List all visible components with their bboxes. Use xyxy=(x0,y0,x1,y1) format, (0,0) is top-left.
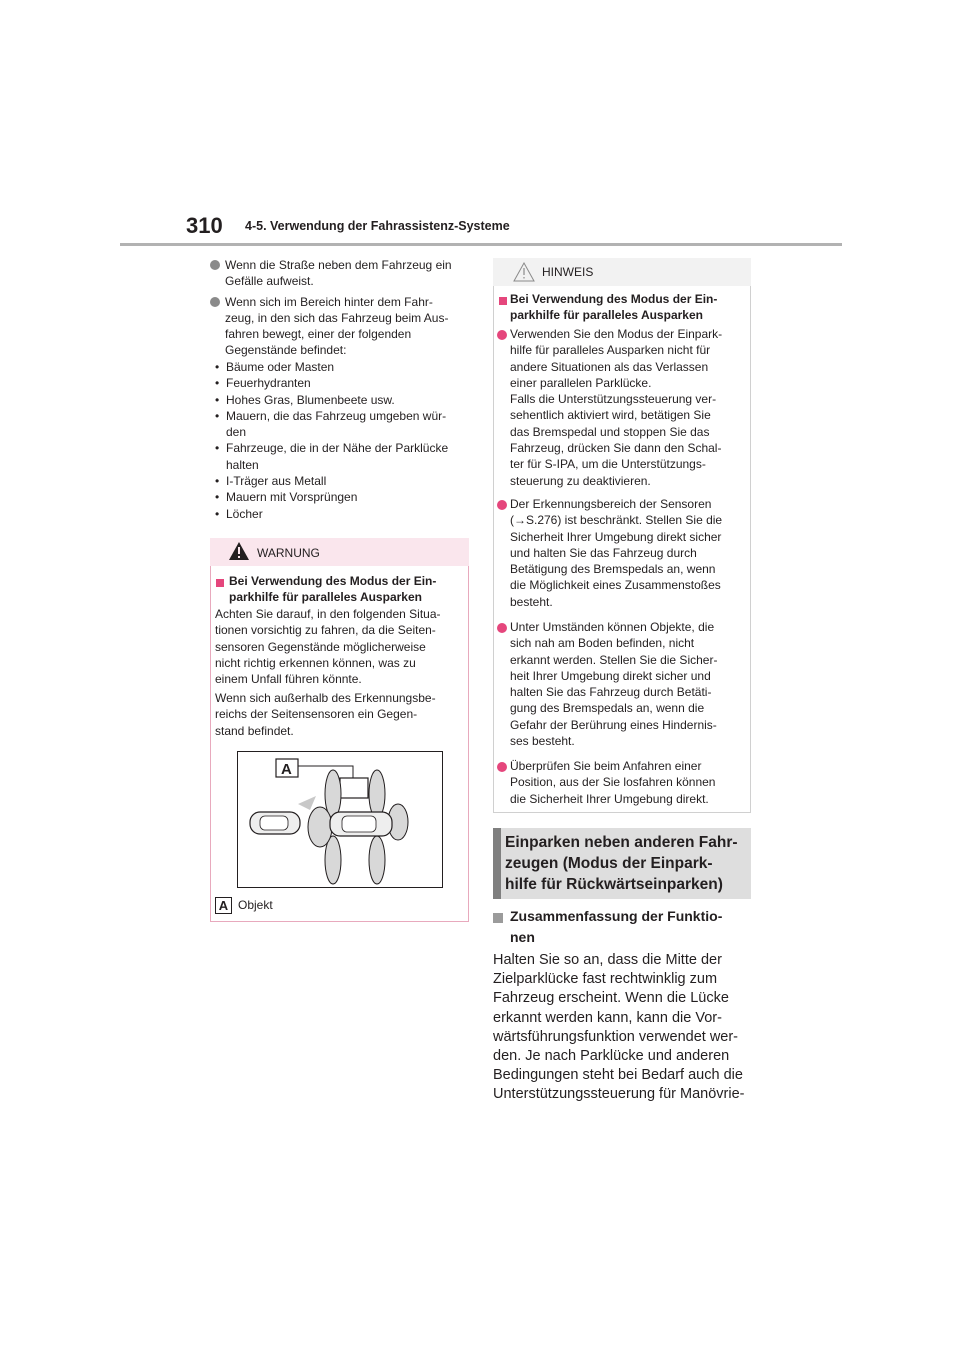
notice-bullet: Der Erkennungsbereich der Sensoren (→S.276) ist beschränkt. Stellen Sie die Sicherheit Ihrer Umgebung direkt sicher und halten Sie das Fahrzeug durch Betätigung des Bremspedals an, wenn die Möglichkeit eines Zusammenstoßes besteht. xyxy=(510,497,723,609)
notice-heading: Bei Verwendung des Modus der Ein- parkhilfe für paralleles Ausparken xyxy=(510,292,718,323)
legend-label: A xyxy=(215,897,232,914)
list-item: • I-Träger aus Metall xyxy=(215,473,475,489)
legend-text: Objekt xyxy=(238,898,273,912)
warning-paragraph: Achten Sie darauf, in den folgenden Situa- tionen vorsichtig zu fahren, da die Seiten- sensoren Gegenstände möglicherweise nicht richtig erkennen können, was zu einem Unfall führen könnte. xyxy=(215,607,441,687)
notice-title: HINWEIS xyxy=(542,265,594,279)
list-item: • Mauern mit Vorsprüngen xyxy=(215,489,475,505)
list-item: • Mauern, die das Fahrzeug umgeben wür- den xyxy=(215,408,475,441)
bullet-dot-icon xyxy=(210,297,220,307)
notice-bullet: Unter Umständen können Objekte, die sich nah am Boden befinden, nicht erkannt werden. Stellen Sie die Sicher- heit Ihrer Umgebung direkt sicher und halten Sie das Fahrzeug durch Betäti- gung des Bremspedals an, wenn die Gefahr der Berührung eines Hindernis- ses besteht. xyxy=(510,620,718,749)
sensor-area xyxy=(308,807,332,847)
section-title: 4-5. Verwendung der Fahrassistenz-Systeme xyxy=(245,219,510,233)
heading-square-icon xyxy=(216,579,224,587)
object-box xyxy=(340,778,368,798)
caution-triangle-icon xyxy=(513,262,535,282)
warning-paragraph: Wenn sich außerhalb des Erkennungsbe- reichs der Seitensensoren ein Gegen- stand befindet. xyxy=(215,691,436,738)
callout-line xyxy=(298,766,353,778)
section-heading-bar xyxy=(493,828,501,899)
bullet-dot-icon xyxy=(497,500,507,510)
sub-list xyxy=(215,359,475,522)
bullet-dot-icon xyxy=(497,623,507,633)
bullet-dot-icon xyxy=(497,762,507,772)
figure-label: A xyxy=(281,761,292,778)
bullet-dot-icon xyxy=(497,330,507,340)
page-number: 310 xyxy=(186,213,223,238)
summary-body: Halten Sie so an, dass die Mitte der Zielparklücke fast rechtwinklig zum Fahrzeug erscheint. Wenn die Lücke erkannt werden kann, kann die Vor- wärtsführungsfunktion verwendet wer- den. Je nach Parklücke und anderen Bedingungen steht bei Bedarf auch die Unterstützungssteuerung für Manövrie- xyxy=(493,952,745,1103)
heading-square-icon xyxy=(499,297,507,305)
section-heading: Einparken neben anderen Fahr- zeugen (Modus der Einpark- hilfe für Rückwärtseinparken) xyxy=(505,834,738,893)
notice-bullet: Überprüfen Sie beim Anfahren einer Position, aus der Sie losfahren können die Sicherheit Ihrer Umgebung direkt. xyxy=(510,759,716,806)
bullet-text: Wenn die Straße neben dem Fahrzeug ein Gefälle aufweist. xyxy=(225,258,452,288)
list-item: • Feuerhydranten xyxy=(215,375,475,391)
parking-figure xyxy=(237,751,443,888)
warning-heading: Bei Verwendung des Modus der Ein- parkhilfe für paralleles Ausparken xyxy=(229,574,437,605)
list-item: • Hohes Gras, Blumenbeete usw. xyxy=(215,392,475,408)
summary-heading: Zusammenfassung der Funktio- nen xyxy=(510,908,723,945)
sensor-area xyxy=(369,836,385,884)
list-item: • Fahrzeuge, die in der Nähe der Parklücke halten xyxy=(215,440,475,473)
warning-triangle-icon xyxy=(228,541,250,561)
bullet-text: Wenn sich im Bereich hinter dem Fahr- zeug, in den sich das Fahrzeug beim Aus- fahren bewegt, einer der folgenden Gegenstände befindet: xyxy=(225,295,449,357)
direction-arrow-icon xyxy=(298,796,316,810)
parking-diagram xyxy=(238,752,442,887)
list-item: • Löcher xyxy=(215,506,475,522)
header-rule xyxy=(120,243,842,246)
heading-square-icon xyxy=(493,913,503,923)
sensor-area xyxy=(369,770,385,818)
list-item: • Bäume oder Masten xyxy=(215,359,475,375)
notice-bullet: Verwenden Sie den Modus der Einpark- hilfe für paralleles Ausparken nicht für andere Situationen als das Verlassen einer parallelen Parklücke. Falls die Unterstützungssteuerung ver- sehentlich aktiviert wird, betätigen Sie das Bremspedal und stoppen Sie das Fahrzeug, drücken Sie dann den Schal- ter für S-IPA, um die Unterstützungs- steuerung zu deaktivieren. xyxy=(510,327,723,488)
warning-title: WARNUNG xyxy=(257,546,320,560)
bullet-dot-icon xyxy=(210,260,220,270)
